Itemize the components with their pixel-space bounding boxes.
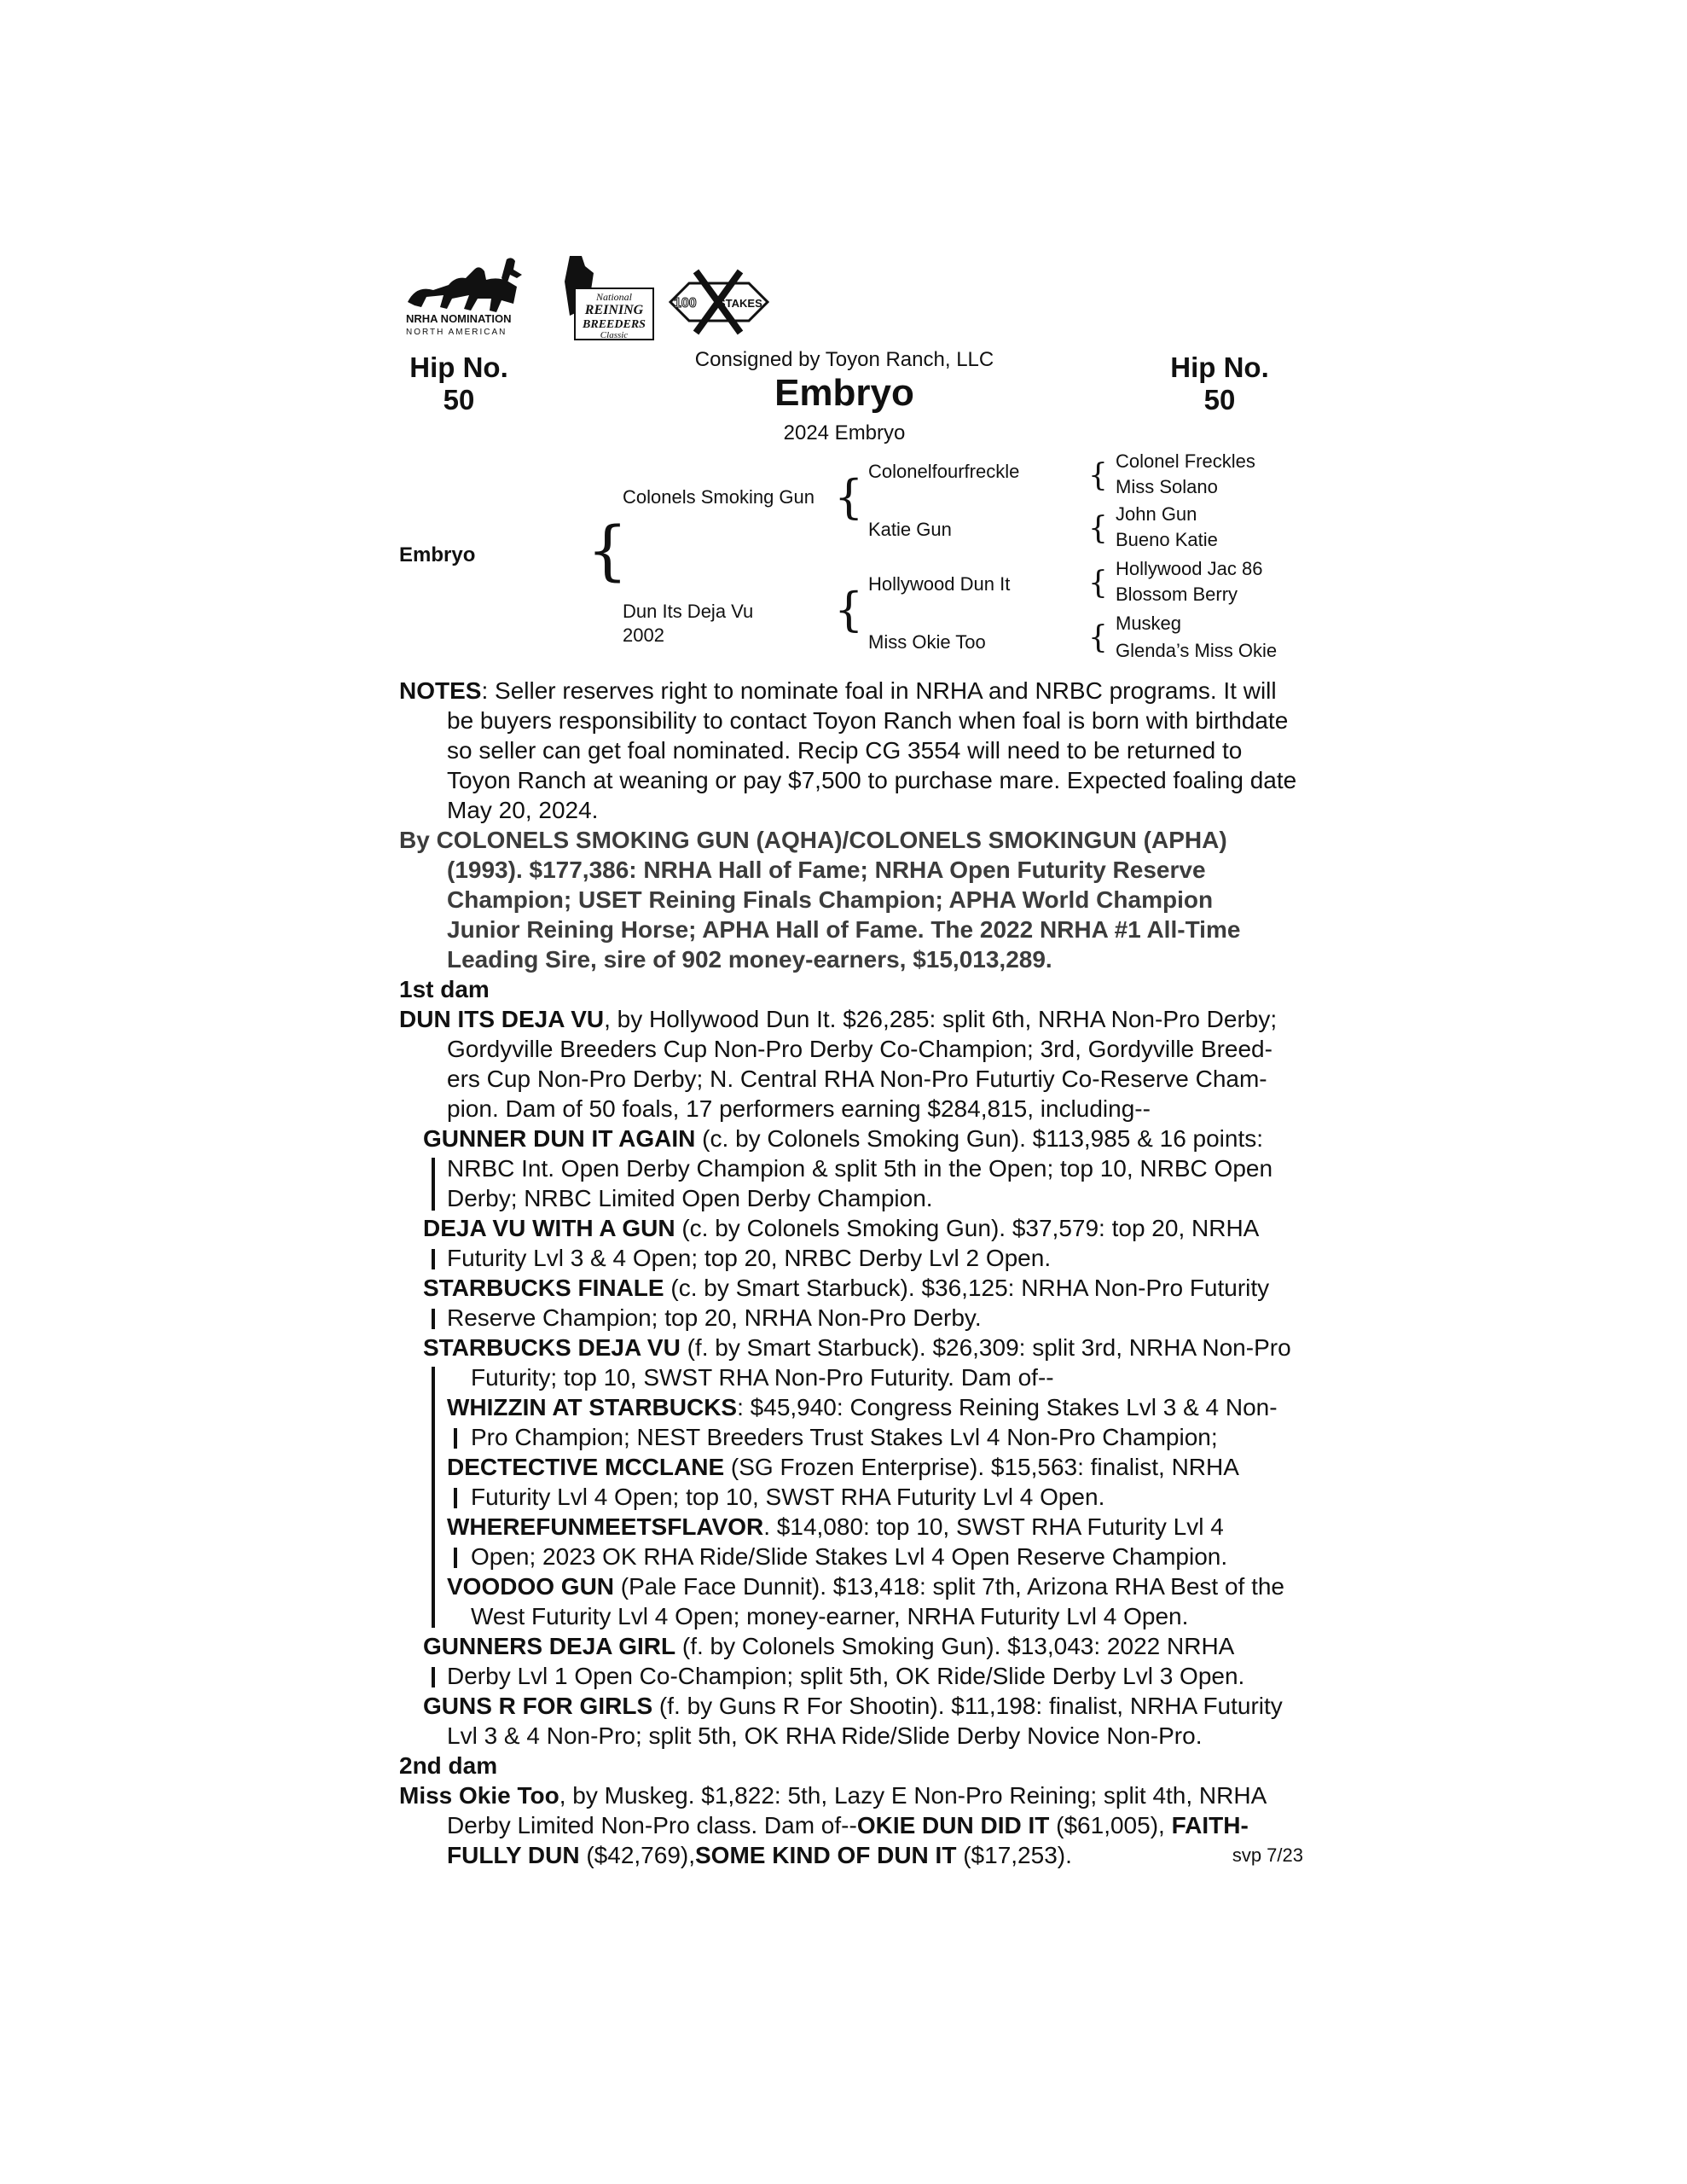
pedigree-brace: { bbox=[1088, 511, 1108, 546]
svg-text:100: 100 bbox=[674, 296, 697, 311]
pedigree-brace: { bbox=[1088, 566, 1108, 601]
pedigree-sire: Colonels Smoking Gun bbox=[623, 486, 815, 508]
second-dam-description: Miss Okie Too, by Muskeg. $1,822: 5th, Lazy E Non-Pro Reining; split 4th, NRHA Derby Limited Non-Pro class. Dam of--OKIE DUN DID IT ($61,005), FAITH- FULLY DUN ($42,769),SOME KIND OF DUN IT ($17,253). svp 7/23 bbox=[399, 1782, 1303, 1868]
performer-bar bbox=[432, 1667, 435, 1687]
performer-bar bbox=[454, 1488, 457, 1508]
page-title: Embryo bbox=[774, 372, 914, 414]
pedigree-brace: { bbox=[834, 583, 864, 636]
produce-entry: DEJA VU WITH A GUN (c. by Colonels Smoking Gun). $37,579: top 20, NRHA Futurity Lvl 3 & 4 Open; top 20, NRBC Derby Lvl 2 Open. bbox=[423, 1215, 1260, 1271]
svg-text:REINING: REINING bbox=[584, 303, 644, 317]
first-dam-heading: 1st dam bbox=[399, 976, 490, 1002]
catalog-body bbox=[399, 676, 1303, 1870]
hip-value: 50 bbox=[443, 384, 475, 415]
pedigree-sd: Katie Gun bbox=[868, 519, 952, 540]
first-dam-description: DUN ITS DEJA VU, by Hollywood Dun It. $26,285: split 6th, NRHA Non-Pro Derby; Gordyville Breeders Cup Non-Pro Derby Co-Champion; 3rd, Gordyville Breed- ers Cup Non-Pro Derby; N. Central RHA Non-Pro Futurtiy Co-Reserve Cham- pion. Dam of 50 foals, 17 performers earning $284,815, including-- bbox=[399, 1006, 1278, 1122]
pedigree-brace: { bbox=[1088, 458, 1108, 493]
nrha-nomination-logo bbox=[406, 258, 522, 337]
catalog-code: svp 7/23 bbox=[1232, 1844, 1303, 1866]
pedigree-brace: { bbox=[834, 470, 864, 524]
pedigree-brace: { bbox=[1088, 620, 1108, 655]
produce-entry: GUNNER DUN IT AGAIN (c. by Colonels Smoking Gun). $113,985 & 16 points: NRBC Int. Open Derby Champion & split 5th in the Open; top 10, NRBC Open Derby; NRBC Limited Open Derby Champion. bbox=[423, 1125, 1273, 1211]
pedigree-subject: Embryo bbox=[399, 543, 476, 566]
svg-text:National: National bbox=[595, 291, 633, 303]
hip-label: Hip No. bbox=[1170, 351, 1269, 383]
grand-produce-entry: VOODOO GUN (Pale Face Dunnit). $13,418: split 7th, Arizona RHA Best of the West Futurity Lvl 4 Open; money-earner, NRHA Futurity Lvl 4 Open. bbox=[447, 1573, 1284, 1629]
pedigree-dsd: Blossom Berry bbox=[1116, 584, 1238, 605]
nrbc-logo bbox=[565, 256, 653, 340]
pedigree-dds: Muskeg bbox=[1116, 613, 1182, 634]
hip-value: 50 bbox=[1203, 384, 1236, 415]
consignor: Consigned by Toyon Ranch, LLC bbox=[694, 348, 994, 371]
pedigree-ddd: Glenda’s Miss Okie bbox=[1116, 640, 1278, 661]
pedigree-brace: { bbox=[587, 512, 629, 588]
grand-produce-entry: DECTECTIVE MCCLANE (SG Frozen Enterprise). $15,563: finalist, NRHA Futurity Lvl 4 Open; top 10, SWST RHA Futurity Lvl 4 Open. bbox=[447, 1454, 1239, 1510]
performer-bar bbox=[432, 1249, 435, 1269]
pedigree-ssd: Miss Solano bbox=[1116, 476, 1218, 497]
second-dam-heading: 2nd dam bbox=[399, 1752, 498, 1779]
performer-bar bbox=[454, 1428, 457, 1449]
svg-text:Classic: Classic bbox=[600, 330, 629, 340]
logos bbox=[399, 253, 791, 348]
hip-label: Hip No. bbox=[409, 351, 508, 383]
100x-stakes-logo bbox=[670, 271, 768, 333]
hip-number-left bbox=[391, 351, 527, 416]
performer-bar bbox=[454, 1548, 457, 1568]
pedigree-dd: Miss Okie Too bbox=[868, 631, 986, 653]
pedigree-ss: Colonelfourfreckle bbox=[868, 461, 1020, 482]
pedigree-sdd: Bueno Katie bbox=[1116, 529, 1218, 550]
pedigree-dss: Hollywood Jac 86 bbox=[1116, 558, 1263, 579]
grand-produce-entry: WHIZZIN AT STARBUCKS: $45,940: Congress Reining Stakes Lvl 3 & 4 Non- Pro Champion; NEST Breeders Trust Stakes Lvl 4 Non-Pro Champion; bbox=[447, 1394, 1278, 1450]
produce-entry: STARBUCKS DEJA VU (f. by Smart Starbuck). $26,309: split 3rd, NRHA Non-Pro Futurity; top 10, SWST RHA Non-Pro Futurity. Dam of-- WHIZZIN AT STARBUCKS: $45,940: Congress Reining Stakes Lvl 3 & 4 Non- Pro Champion; NEST Breeders Trust Stakes Lvl 4 Non-Pro Champion; DECTECTIVE MCCLANE (SG Frozen Enterprise). $15,563: finalist, NRHA Futurity Lvl 4 Open; top 10, SWST RHA Futurity Lvl 4 Open. WHEREFUNMEETSFLAVOR. $14,080: top 10, SWST RHA Futurity Lvl 4 Open; 2023 OK RHA Ride/Slide Stakes Lvl 4 Open Reserve Champion. VOODOO GUN (Pale Face Dunnit). $13,418: split 7th, Arizona RHA Best of the West Futurity Lvl 4 Open; money-earner, NRHA Futurity Lvl 4 Open. bbox=[399, 1333, 1303, 1631]
svg-text:BREEDERS: BREEDERS bbox=[583, 318, 646, 331]
produce-entry: GUNNERS DEJA GIRL (f. by Colonels Smoking Gun). $13,043: 2022 NRHA Derby Lvl 1 Open Co-Champion; split 5th, OK Ride/Slide Derby Lvl 3 Open. bbox=[423, 1633, 1245, 1689]
performer-bar bbox=[432, 1158, 435, 1211]
page-subtitle: 2024 Embryo bbox=[783, 421, 906, 444]
svg-text:NORTH AMERICAN: NORTH AMERICAN bbox=[406, 328, 507, 337]
pedigree-dam-year: 2002 bbox=[623, 624, 664, 646]
notes: NOTES: Seller reserves right to nominate foal in NRHA and NRBC programs. It will be buyers responsibility to contact Toyon Ranch when foal is born with birthdate so seller can get foal nominated. Recip CG 3554 will need to be returned to Toyon Ranch at weaning or pay $7,500 to purchase mare. Expected foaling date May 20, 2024. bbox=[399, 677, 1297, 823]
pedigree-ds: Hollywood Dun It bbox=[868, 573, 1011, 595]
performer-bar bbox=[432, 1309, 435, 1329]
hip-number-right bbox=[1151, 351, 1288, 416]
pedigree-sds: John Gun bbox=[1116, 503, 1197, 525]
pedigree-sss: Colonel Freckles bbox=[1116, 450, 1255, 472]
svg-text:STAKES: STAKES bbox=[718, 297, 762, 310]
produce-entry: GUNS R FOR GIRLS (f. by Guns R For Shootin). $11,198: finalist, NRHA Futurity Lvl 3 & 4 Non-Pro; split 5th, OK RHA Ride/Slide Derby Novice Non-Pro. bbox=[423, 1693, 1283, 1749]
sire-description: By COLONELS SMOKING GUN (AQHA)/COLONELS SMOKINGUN (APHA) (1993). $177,386: NRHA Hall of Fame; NRHA Open Futurity Reserve Champion; USET Reining Finals Champion; APHA World Champion Junior Reining Horse; APHA Hall of Fame. The 2022 NRHA #1 All-Time Leading Sire, sire of 902 money-earners, $15,013,289. bbox=[399, 827, 1241, 973]
produce-entry: STARBUCKS FINALE (c. by Smart Starbuck). $36,125: NRHA Non-Pro Futurity Reserve Champion; top 20, NRHA Non-Pro Derby. bbox=[423, 1275, 1270, 1331]
svg-text:NRHA NOMINATION: NRHA NOMINATION bbox=[406, 312, 512, 325]
grand-produce-entry: WHEREFUNMEETSFLAVOR. $14,080: top 10, SWST RHA Futurity Lvl 4 Open; 2023 OK RHA Ride/Slide Stakes Lvl 4 Open Reserve Champion. bbox=[447, 1513, 1228, 1570]
pedigree-dam: Dun Its Deja Vu bbox=[623, 601, 754, 622]
